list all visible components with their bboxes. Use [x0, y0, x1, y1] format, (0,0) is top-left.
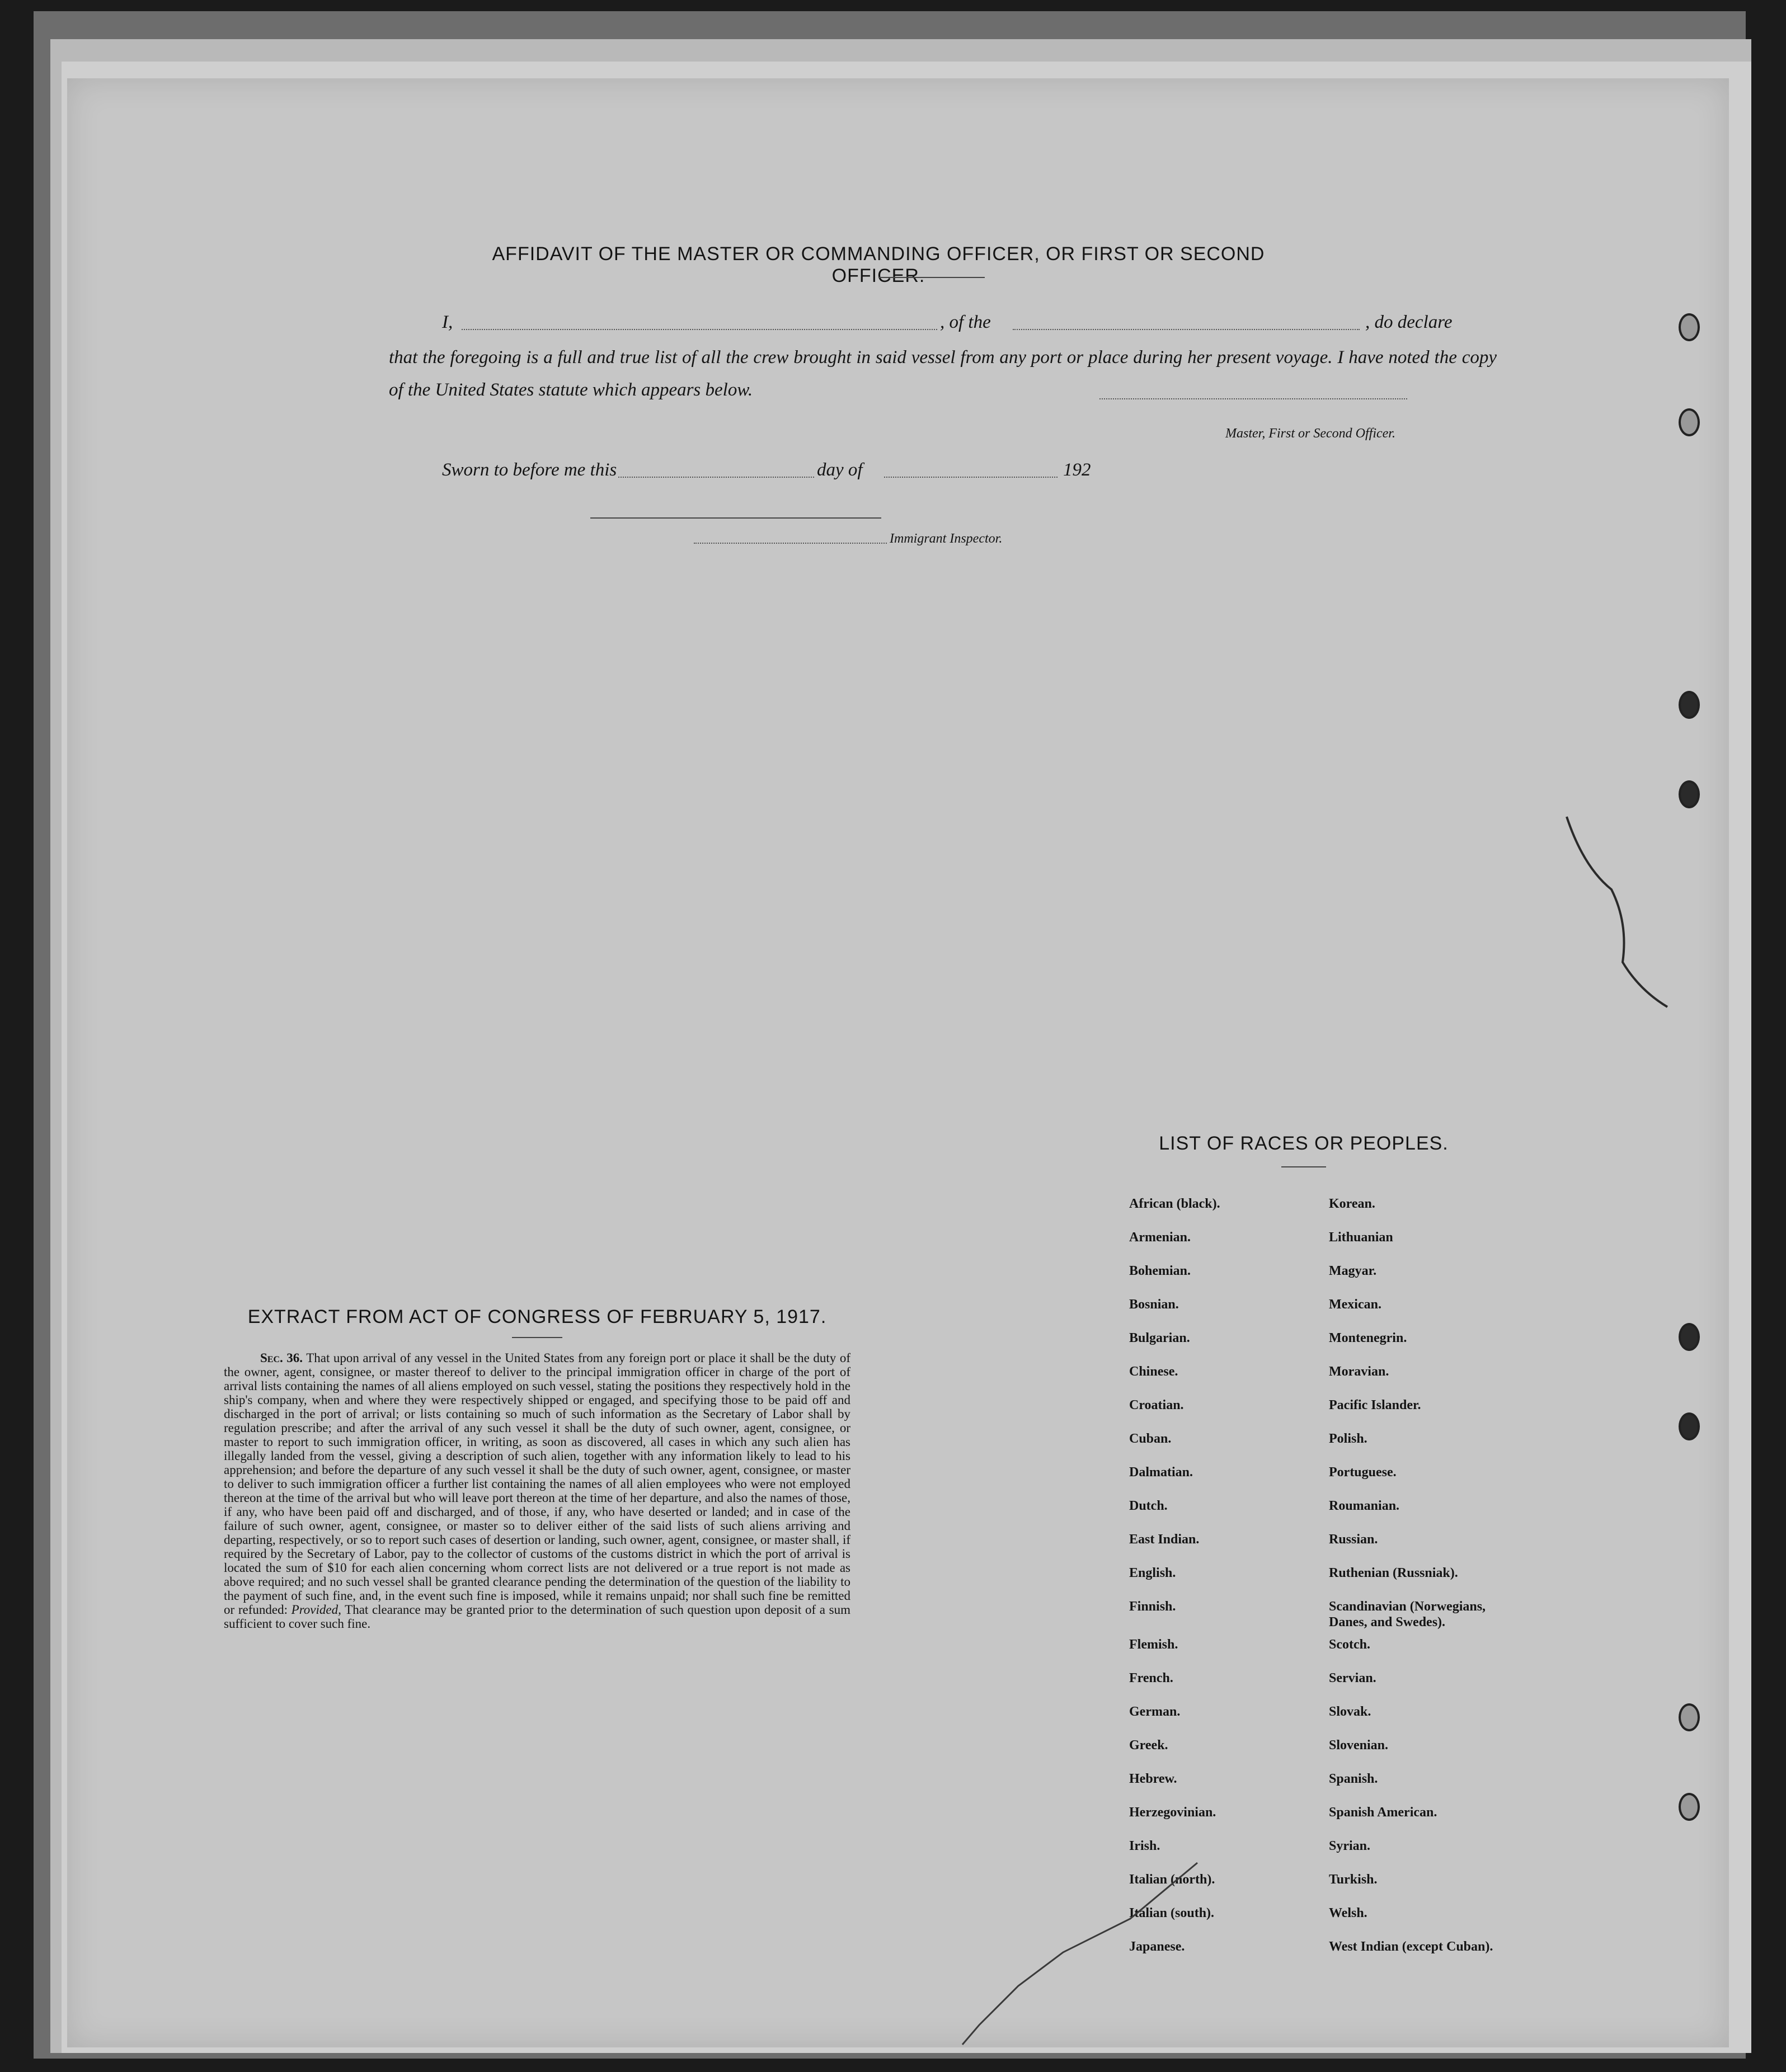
race-item: Turkish.	[1329, 1872, 1378, 1887]
section-label: Sec. 36.	[260, 1351, 303, 1365]
affidavit-declare-label: , do declare	[1365, 312, 1453, 332]
sworn-label: Sworn to before me this	[442, 460, 617, 480]
race-item: Portuguese.	[1329, 1465, 1397, 1480]
race-item: Polish.	[1329, 1431, 1367, 1446]
race-item: Spanish.	[1329, 1772, 1378, 1786]
extract-title: EXTRACT FROM ACT OF CONGRESS OF FEBRUARY 5, 1917.	[247, 1306, 827, 1327]
race-item: Korean.	[1329, 1197, 1375, 1211]
punch-hole-icon	[1679, 1703, 1700, 1731]
paper-crack-icon	[895, 1857, 1209, 2047]
inspector-signature-blank	[694, 543, 887, 544]
race-item: Mexican.	[1329, 1297, 1381, 1312]
affidavit-of-the-label: , of the	[940, 312, 991, 332]
race-item: Pacific Islander.	[1329, 1398, 1421, 1412]
affidavit-body: that the foregoing is a full and true list of all the crew brought in said vessel from any port or place during her present voyage. I have noted the copy of the United States statute which appears below.	[389, 347, 1497, 400]
race-item: Finnish.	[1129, 1599, 1176, 1614]
sworn-day-blank	[618, 477, 814, 478]
race-item: Lithuanian	[1329, 1230, 1393, 1245]
races-left-column	[1129, 1196, 1220, 1972]
race-item: Armenian.	[1129, 1230, 1191, 1245]
vessel-blank	[1013, 329, 1360, 330]
race-item: Slovak.	[1329, 1704, 1371, 1719]
extract-body	[224, 1351, 850, 1631]
race-item: Italian (south).	[1129, 1906, 1215, 1920]
master-caption: Master, First or Second Officer.	[1225, 426, 1395, 441]
race-item: Croatian.	[1129, 1398, 1184, 1412]
race-item: Moravian.	[1329, 1364, 1389, 1379]
title-rule	[878, 277, 985, 278]
race-item: Magyar.	[1329, 1264, 1377, 1278]
race-item: Russian.	[1329, 1532, 1378, 1547]
race-item: African (black).	[1129, 1197, 1220, 1211]
race-item: Scotch.	[1329, 1637, 1370, 1652]
punch-hole-icon	[1679, 1793, 1700, 1821]
race-item: Bohemian.	[1129, 1264, 1191, 1278]
affidavit-title: AFFIDAVIT OF THE MASTER OR COMMANDING OFFICER, OR FIRST OR SECOND OFFICER.	[492, 243, 1265, 286]
race-item: Servian.	[1329, 1671, 1376, 1685]
race-item: Herzegovinian.	[1129, 1805, 1216, 1820]
race-item: Bulgarian.	[1129, 1331, 1190, 1345]
race-item: Welsh.	[1329, 1906, 1367, 1920]
races-right-column	[1329, 1196, 1514, 1972]
master-signature-blank	[1099, 398, 1407, 399]
paper-tear-icon	[1561, 800, 1673, 1013]
day-of-label: day of	[817, 460, 863, 480]
race-item: Dalmatian.	[1129, 1465, 1193, 1480]
race-item: Chinese.	[1129, 1364, 1178, 1379]
race-item: Irish.	[1129, 1839, 1160, 1853]
punch-hole-icon	[1679, 313, 1700, 341]
race-item: East Indian.	[1129, 1532, 1200, 1547]
punch-hole-icon	[1679, 1412, 1700, 1440]
extract-text: That upon arrival of any vessel in the United States from any foreign port or place it shall be the duty of the owner, agent, consignee, or master thereof to deliver to the principal immigration officer in charge of the port of arrival lists containing the names of all aliens employed on such vessel, stating the positions they respectively hold in the ship's company, when and where they were respectively shipped or engaged, and specifying those to be paid off and discharged in the port of arrival; or lists containing so much of such information as the Secretary of Labor shall by regulation prescribe; and after the arrival of any such vessel it shall be the duty of such owner, agent, consignee, or master to report to such immigration officer, in writing, as soon as discovered, all cases in which any such alien has illegally landed from the vessel, giving a description of such alien, together with any information likely to lead to his apprehension; and before the departure of any such vessel it shall be the duty of such owner, agent, consignee, or master to deliver to such immigration officer a further list containing the names of all alien employees who were not employed thereon at the time of the arrival but who will leave port thereon at the time of her departure, and also the names of those, if any, who have been paid off and discharged, and of those, if any, who have deserted or landed; and in case of the failure of such owner, agent, consignee, or master so to deliver either of the said lists of such aliens arriving and departing, respectively, or so to report such cases of desertion or landing, such owner, agent, consignee, or master shall, if required by the Secretary of Labor, pay to the collector of customs of the customs district in which the port of arrival is located the sum of $10 for each alien concerning whom correct lists are not delivered or a true report is not made as above required; and no such vessel shall be granted clearance pending the determination of the question of the liability to the payment of such fine, and, in the event such fine is imposed, while it remains unpaid; nor shall such fine be remitted or refunded:	[224, 1351, 850, 1617]
punch-hole-icon	[1679, 691, 1700, 719]
race-item: Japanese.	[1129, 1939, 1185, 1954]
race-item: German.	[1129, 1704, 1181, 1719]
races-title: LIST OF RACES OR PEOPLES.	[1159, 1133, 1449, 1154]
race-item: Flemish.	[1129, 1637, 1178, 1652]
punch-hole-icon	[1679, 1323, 1700, 1351]
provided-word: Provided,	[291, 1603, 341, 1617]
extract-title-rule	[512, 1337, 562, 1338]
name-blank	[462, 329, 937, 330]
inspector-caption: Immigrant Inspector.	[890, 531, 1003, 546]
extract-text-end: That clearance may be granted prior to the determination of such question upon deposit of a sum sufficient to cover such fine.	[224, 1603, 851, 1631]
punch-hole-icon	[1679, 780, 1700, 808]
race-item: Hebrew.	[1129, 1772, 1177, 1786]
race-item: Cuban.	[1129, 1431, 1172, 1446]
document-page	[67, 78, 1729, 2047]
race-item: Ruthenian (Russniak).	[1329, 1566, 1458, 1580]
sworn-month-blank	[884, 477, 1058, 478]
race-item: West Indian (except Cuban).	[1329, 1939, 1493, 1954]
race-item: Italian (north).	[1129, 1872, 1215, 1887]
race-item: Spanish American.	[1329, 1805, 1437, 1820]
race-item: Scandinavian (Norwegians, Danes, and Swedes).	[1329, 1599, 1486, 1630]
punch-hole-icon	[1679, 408, 1700, 436]
race-item: French.	[1129, 1671, 1173, 1685]
race-item: Dutch.	[1129, 1499, 1168, 1513]
race-item: Greek.	[1129, 1738, 1168, 1753]
race-item: Montenegrin.	[1329, 1331, 1407, 1345]
inspector-rule	[590, 517, 881, 519]
race-item: Bosnian.	[1129, 1297, 1179, 1312]
affidavit-i-label: I,	[442, 312, 453, 332]
races-title-rule	[1281, 1166, 1326, 1167]
race-item: Slovenian.	[1329, 1738, 1389, 1753]
race-item: Roumanian.	[1329, 1499, 1400, 1513]
race-item: Syrian.	[1329, 1839, 1371, 1853]
year-prefix: 192	[1063, 460, 1091, 480]
race-item: English.	[1129, 1566, 1176, 1580]
